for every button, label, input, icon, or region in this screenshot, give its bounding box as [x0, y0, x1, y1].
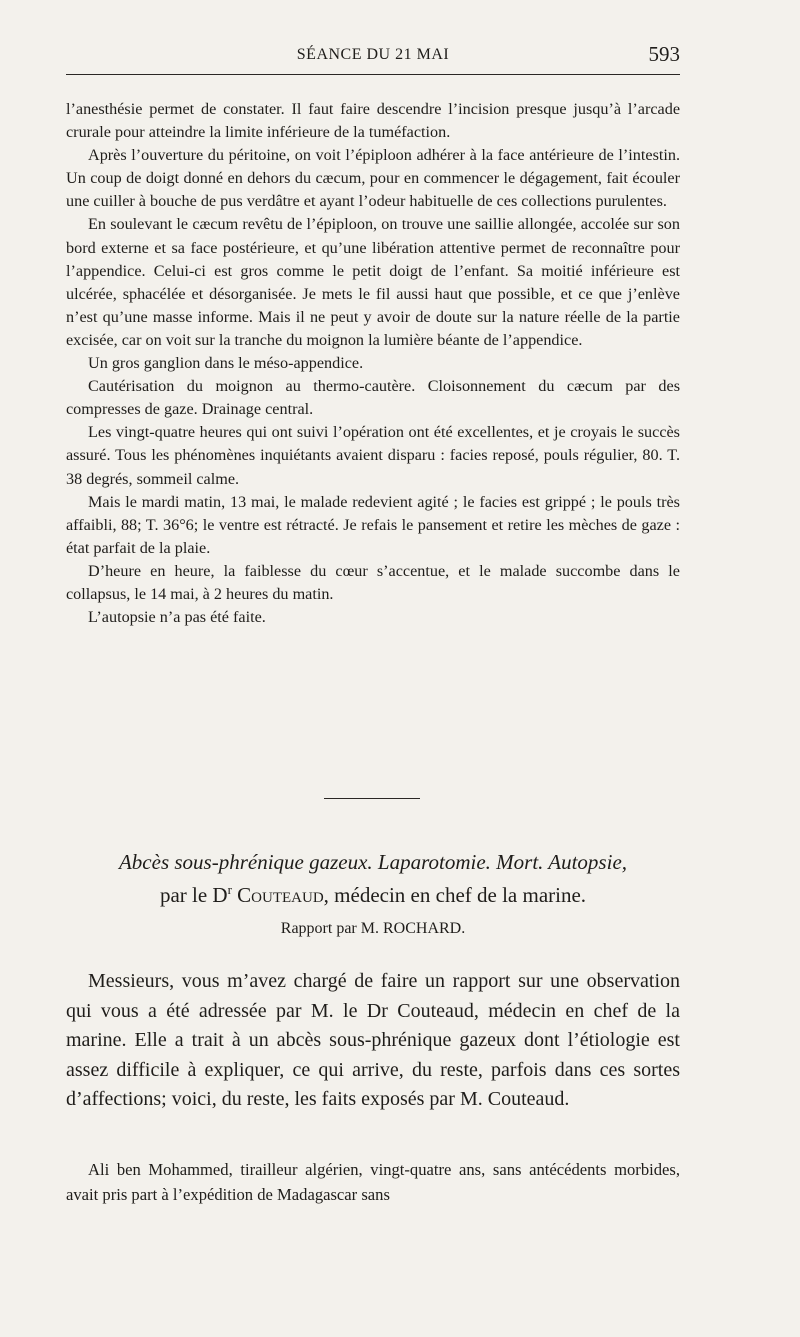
running-head: SÉANCE DU 21 MAI [296, 46, 450, 63]
intro-paragraph: Messieurs, vous m’avez chargé de faire un rapport sur une observation qui vous a été adressée par M. le Dr Couteaud, médecin en chef de la marine. Elle a trait à un abcès sous-phrénique gazeux dont l’étiologie est assez difficile à expliquer, ce qui arrive, du reste, parfois dans ces sortes d’affections; voici, du reste, les faits exposés par M. Couteaud. [66, 970, 680, 1110]
article-byline [66, 876, 680, 909]
paragraph: L’autopsie n’a pas été faite. [88, 608, 266, 627]
paragraph: Un gros ganglion dans le méso-appendice. [88, 354, 364, 373]
byline-prefix: par le D [159, 883, 228, 907]
page-header [66, 44, 680, 75]
byline-suffix: , médecin en chef de la marine. [323, 883, 587, 907]
report-line: Rapport par M. ROCHARD. [280, 920, 466, 937]
section-divider [324, 798, 420, 799]
report-intro [66, 967, 680, 1115]
paragraph: Mais le mardi matin, 13 mai, le malade redevient agité ; le facies est grippé ; le pouls très affaibli, 88; T. 36°6; le ventre est rétracté. Je refais le pansement et retire les mèches de gaze : état parfait de la plaie. [66, 492, 680, 557]
article-heading [66, 848, 680, 909]
paragraph: Les vingt-quatre heures qui ont suivi l’opération ont été excellentes, et je croyais le succès assuré. Tous les phénomènes inquiétants avaient disparu : facies reposé, pouls régulier, 80. T. 38 degrés, sommeil calme. [66, 423, 680, 488]
paragraph: D’heure en heure, la faiblesse du cœur s’accentue, et le malade succombe dans le collapsus, le 14 mai, à 2 heures du matin. [66, 561, 680, 603]
byline-sup: r [227, 882, 232, 897]
paragraph: En soulevant le cæcum revêtu de l’épiploon, on trouve une saillie allongée, accolée sur son bord externe et sa face postérieure, et qu’une libération attentive permet de reconnaître pour l’appendice. Celui-ci est gros comme le petit doigt de l’enfant. Sa moitié inférieure est ulcérée, sphacélée et désorganisée. Je mets le fil aussi haut que possible, et ce que j’enlève n’est qu’une masse informe. Mais il ne peut y avoir de doute sur la nature réelle de la partie excisée, car on voit sur la tranche du moignon la lumière béante de l’appendice. [66, 215, 680, 349]
paragraph: Cautérisation du moignon au thermo-cautère. Cloisonnement du cæcum par des compresses de gaze. Drainage central. [66, 377, 680, 419]
page-number: 593 [648, 42, 680, 66]
byline-author: Couteaud [237, 883, 324, 907]
article-title: Abcès sous-phrénique gazeux. Laparotomie. Mort. Autopsie, [118, 850, 628, 874]
case-start [66, 1157, 680, 1207]
case-report-continuation [66, 98, 680, 629]
case-paragraph: Ali ben Mohammed, tirailleur algérien, vingt-quatre ans, sans antécédents morbides, avait pris part à l’expédition de Madagascar sans [66, 1160, 680, 1204]
paragraph: Après l’ouverture du péritoine, on voit l’épiploon adhérer à la face antérieure de l’intestin. Un coup de doigt donné en dehors du cæcum, pour en commencer le dégagement, fait écouler une cuiller à bouche de pus verdâtre et ayant l’odeur habituelle de ces collections purulentes. [66, 146, 680, 211]
paragraph: l’anesthésie permet de constater. Il faut faire descendre l’incision presque jusqu’à l’arcade crurale pour atteindre la limite inférieure de la tuméfaction. [66, 100, 680, 142]
